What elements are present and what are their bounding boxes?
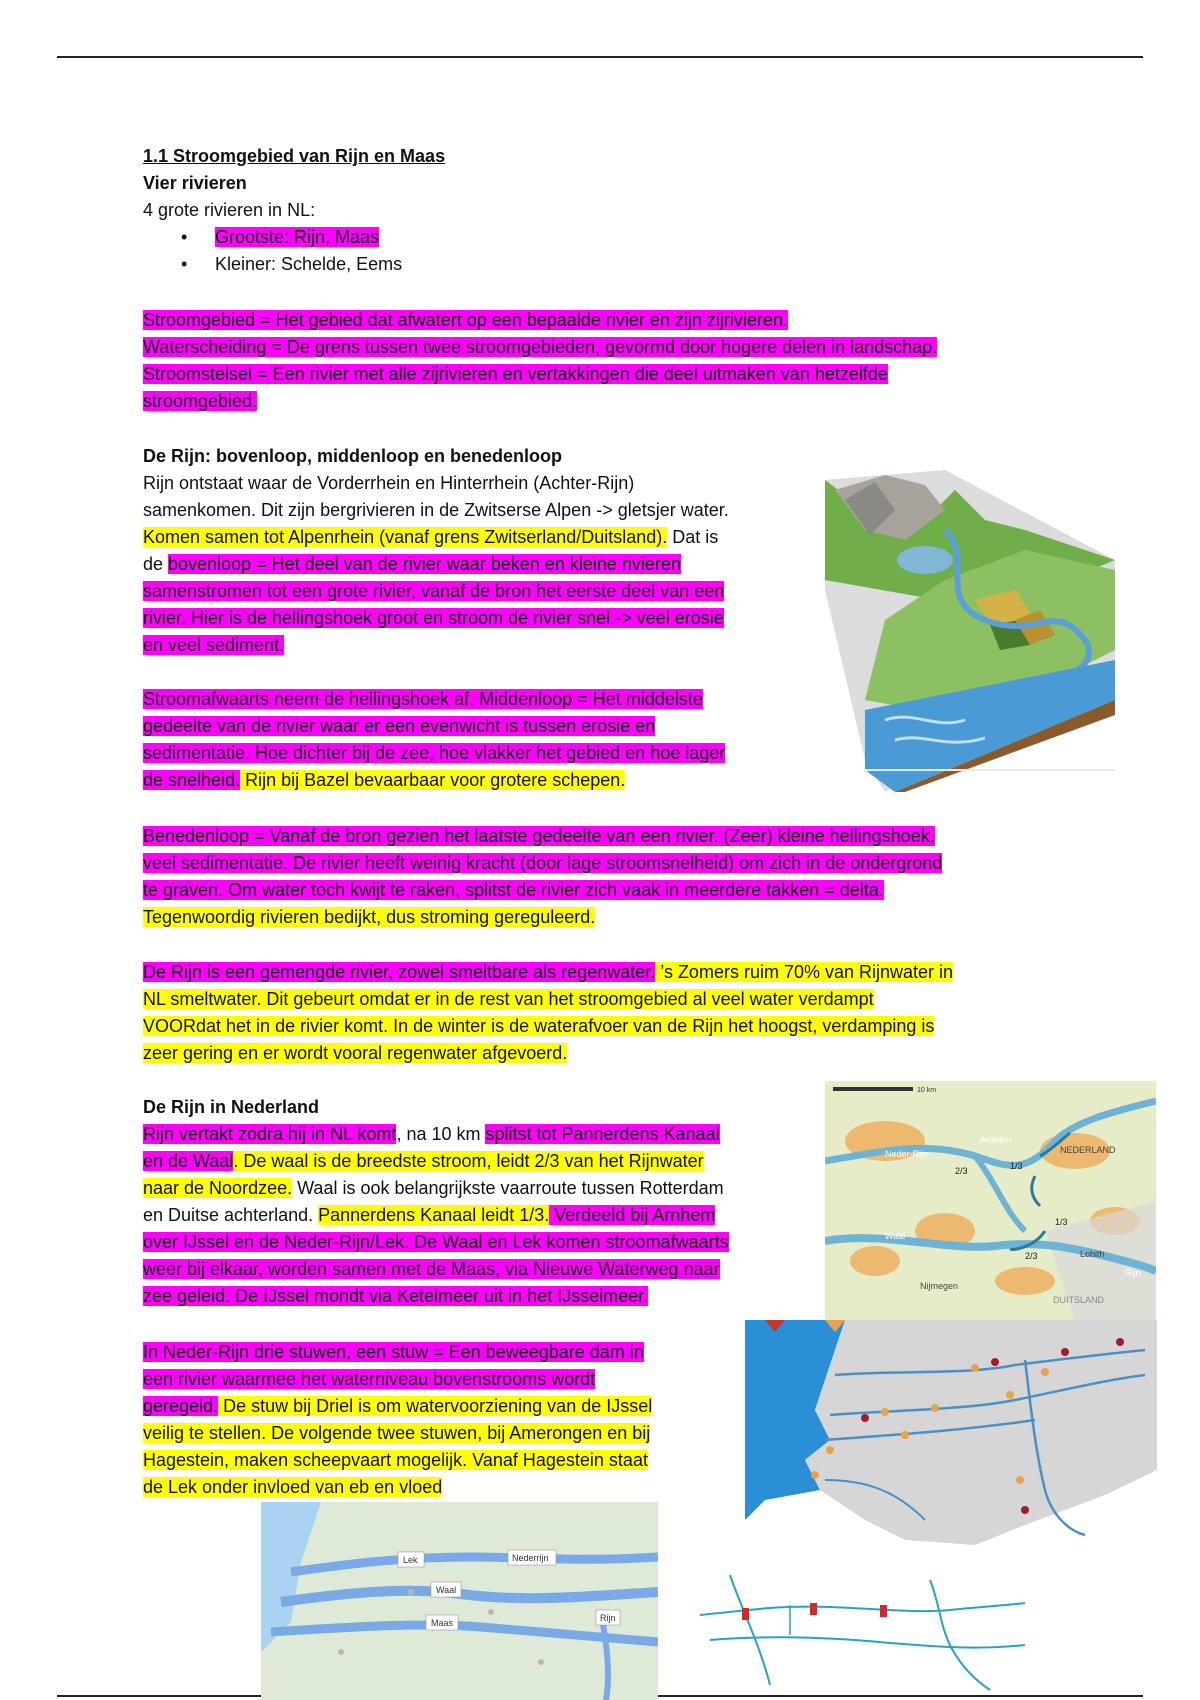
text-line: en de Waal. De waal is de breedste stroom, leidt 2/3 van het Rijnwater <box>143 1151 704 1171</box>
rijn-section-top <box>143 443 729 659</box>
intro-text: 4 grote rivieren in NL: <box>143 200 316 220</box>
map1-ratio-23b: 2/3 <box>1025 1251 1038 1261</box>
text-line: de snelheid. Rijn bij Bazel bevaarbaar voor grotere schepen. <box>143 770 626 790</box>
text-line: veel sedimentatie. De rivier heeft weinig kracht (door lage stroomsnelheid) om zich in de ondergrond <box>143 853 943 873</box>
map1-lobith: Lobith <box>1080 1249 1105 1259</box>
text-line: rivier. Hier is de hellingshoek groot en stroom de rivier snel -> veel erosie <box>143 608 724 628</box>
text-line: sedimentatie. Hoe dichter bij de zee, hoe vlakker het gebied en hoe lager <box>143 743 726 763</box>
map2-lek: Lek <box>403 1555 418 1565</box>
text-line: en Duitse achterland. Pannerdens Kanaal leidt 1/3. Verdeeld bij Arnhem <box>143 1205 716 1225</box>
map1-rijn: Rijn <box>1125 1268 1141 1278</box>
map2-rijn: Rijn <box>600 1613 616 1623</box>
map1-ratio-23a: 2/3 <box>955 1166 968 1176</box>
text-line: In Neder-Rijn drie stuwen, een stuw = Een beweegbare dam in <box>143 1342 644 1362</box>
map1-waal: Waal <box>885 1231 906 1241</box>
text-line: een rivier waarmee het waterniveau bovenstrooms wordt <box>143 1369 596 1389</box>
text-line: veilig te stellen. De volgende twee stuwen, bij Amerongen en bij <box>143 1423 651 1443</box>
rijn-gemengd <box>143 959 953 1067</box>
section-intro <box>143 143 1043 278</box>
text-line: te graven. Om water toch kwijt te raken, splitst de rivier zich vaak in meerdere takken = delta. <box>143 880 884 900</box>
definition-waterscheiding: Waterscheiding = De grens tussen twee stroomgebieden, gevormd door hogere delen in landschap. <box>143 337 938 357</box>
text-line: VOORdat het in de rivier komt. In de winter is de waterafvoer van de Rijn het hoogst, verdamping is <box>143 1016 935 1036</box>
stuwen-schematic <box>690 1565 1030 1695</box>
text-line: en veel sediment. <box>143 635 285 655</box>
nl-heading: De Rijn in Nederland <box>143 1097 320 1117</box>
river-profile-figure <box>825 470 1135 792</box>
text-line: samenstromen tot een grote rivier, vanaf de bron het eerste deel van een <box>143 581 725 601</box>
text-line: Hagestein, maken scheepvaart mogelijk. Vanaf Hagestein staat <box>143 1450 648 1470</box>
map1-neder-rijn: Neder-Rijn <box>885 1149 929 1159</box>
map1-nijmegen: Nijmegen <box>920 1281 959 1291</box>
rijn-split-map <box>825 1081 1156 1321</box>
top-rule <box>57 56 1143 58</box>
definition-stroomstelsel-end: stroomgebied. <box>143 391 258 411</box>
map1-duitsland: DUITSLAND <box>1053 1295 1105 1305</box>
text-line: samenkomen. Dit zijn bergrivieren in de Zwitserse Alpen -> gletsjer water. <box>143 500 729 520</box>
map1-nederland: NEDERLAND <box>1060 1145 1116 1155</box>
text-line: de bovenloop = Het deel van de rivier waar beken en kleine rivieren <box>143 554 681 574</box>
definition-stroomgebied: Stroomgebied = Het gebied dat afwatert op een bepaalde rivier en zijn zijrivieren. <box>143 310 788 330</box>
subtitle-vier-rivieren: Vier rivieren <box>143 173 247 193</box>
rijn-benedenloop <box>143 823 942 931</box>
text-line: weer bij elkaar, worden samen met de Maas, via Nieuwe Waterweg naar <box>143 1259 720 1279</box>
map1-ratio-13a: 1/3 <box>1010 1161 1023 1171</box>
text-line: gedeelte van de rivier waar er een evenwicht is tussen erosie en <box>143 716 656 736</box>
list-item: • Grootste: Rijn, Maas <box>143 224 1043 251</box>
rijn-heading: De Rijn: bovenloop, middenloop en benedenloop <box>143 446 562 466</box>
map1-arnhem: Arnhem <box>980 1135 1012 1145</box>
stuwen-section <box>143 1339 652 1501</box>
list-item: • Kleiner: Schelde, Eems <box>143 251 1043 278</box>
text-line: NL smeltwater. Dit gebeurt omdat er in de rest van het stroomgebied al veel water verdampt <box>143 989 874 1009</box>
text-line: Benedenloop = Vanaf de bron gezien het laatste gedeelte van een rivier. (Zeer) kleine hellingshoek, <box>143 826 935 846</box>
map2-maas: Maas <box>431 1618 454 1628</box>
text-line: Tegenwoordig rivieren bedijkt, dus stroming gereguleerd. <box>143 907 596 927</box>
nl-section <box>143 1094 729 1310</box>
map1-ratio-13b: 1/3 <box>1055 1217 1068 1227</box>
rivers-google-map <box>261 1502 658 1700</box>
text-line: Rijn ontstaat waar de Vorderrhein en Hinterrhein (Achter-Rijn) <box>143 473 635 493</box>
text-line: de Lek onder invloed van eb en vloed <box>143 1477 443 1497</box>
map2-nederrijn: Nederrijn <box>512 1553 549 1563</box>
text-line: Komen samen tot Alpenrhein (vanaf grens Zwitserland/Duitsland). Dat is <box>143 527 719 547</box>
rivers-list <box>143 224 1043 278</box>
definitions-block <box>143 307 1083 415</box>
text-line: geregeld. De stuw bij Driel is om watervoorziening van de IJssel <box>143 1396 653 1416</box>
text-line: zeer gering en er wordt vooral regenwater afgevoerd. <box>143 1043 568 1063</box>
text-line: Stroomafwaarts neem de hellingshoek af. Middenloop = Het middelste <box>143 689 703 709</box>
netherlands-rivers-map <box>745 1320 1157 1545</box>
text-line: De Rijn is een gemengde rivier, zowel smeltbare als regenwater. ’s Zomers ruim 70% van Rijnwater in <box>143 962 954 982</box>
rijn-middenloop <box>143 686 725 794</box>
section-title: 1.1 Stroomgebied van Rijn en Maas <box>143 146 446 166</box>
map2-waal: Waal <box>436 1585 457 1595</box>
map1-scale: 10 km <box>917 1087 937 1094</box>
text-line: over IJssel en de Neder-Rijn/Lek. De Waal en Lek komen stroomafwaarts <box>143 1232 729 1252</box>
definition-stroomstelsel: Stroomstelsel = Een rivier met alle zijrivieren en vertakkingen die deel uitmaken van hetzelfde <box>143 364 888 384</box>
text-line: zee geleid. De IJssel mondt via Ketelmeer uit in het IJsselmeer. <box>143 1286 649 1306</box>
text-line: Rijn vertakt zodra hij in NL komt, na 10 km splitst tot Pannerdens Kanaal <box>143 1124 720 1144</box>
text-line: naar de Noordzee. Waal is ook belangrijkste vaarroute tussen Rotterdam <box>143 1178 724 1198</box>
